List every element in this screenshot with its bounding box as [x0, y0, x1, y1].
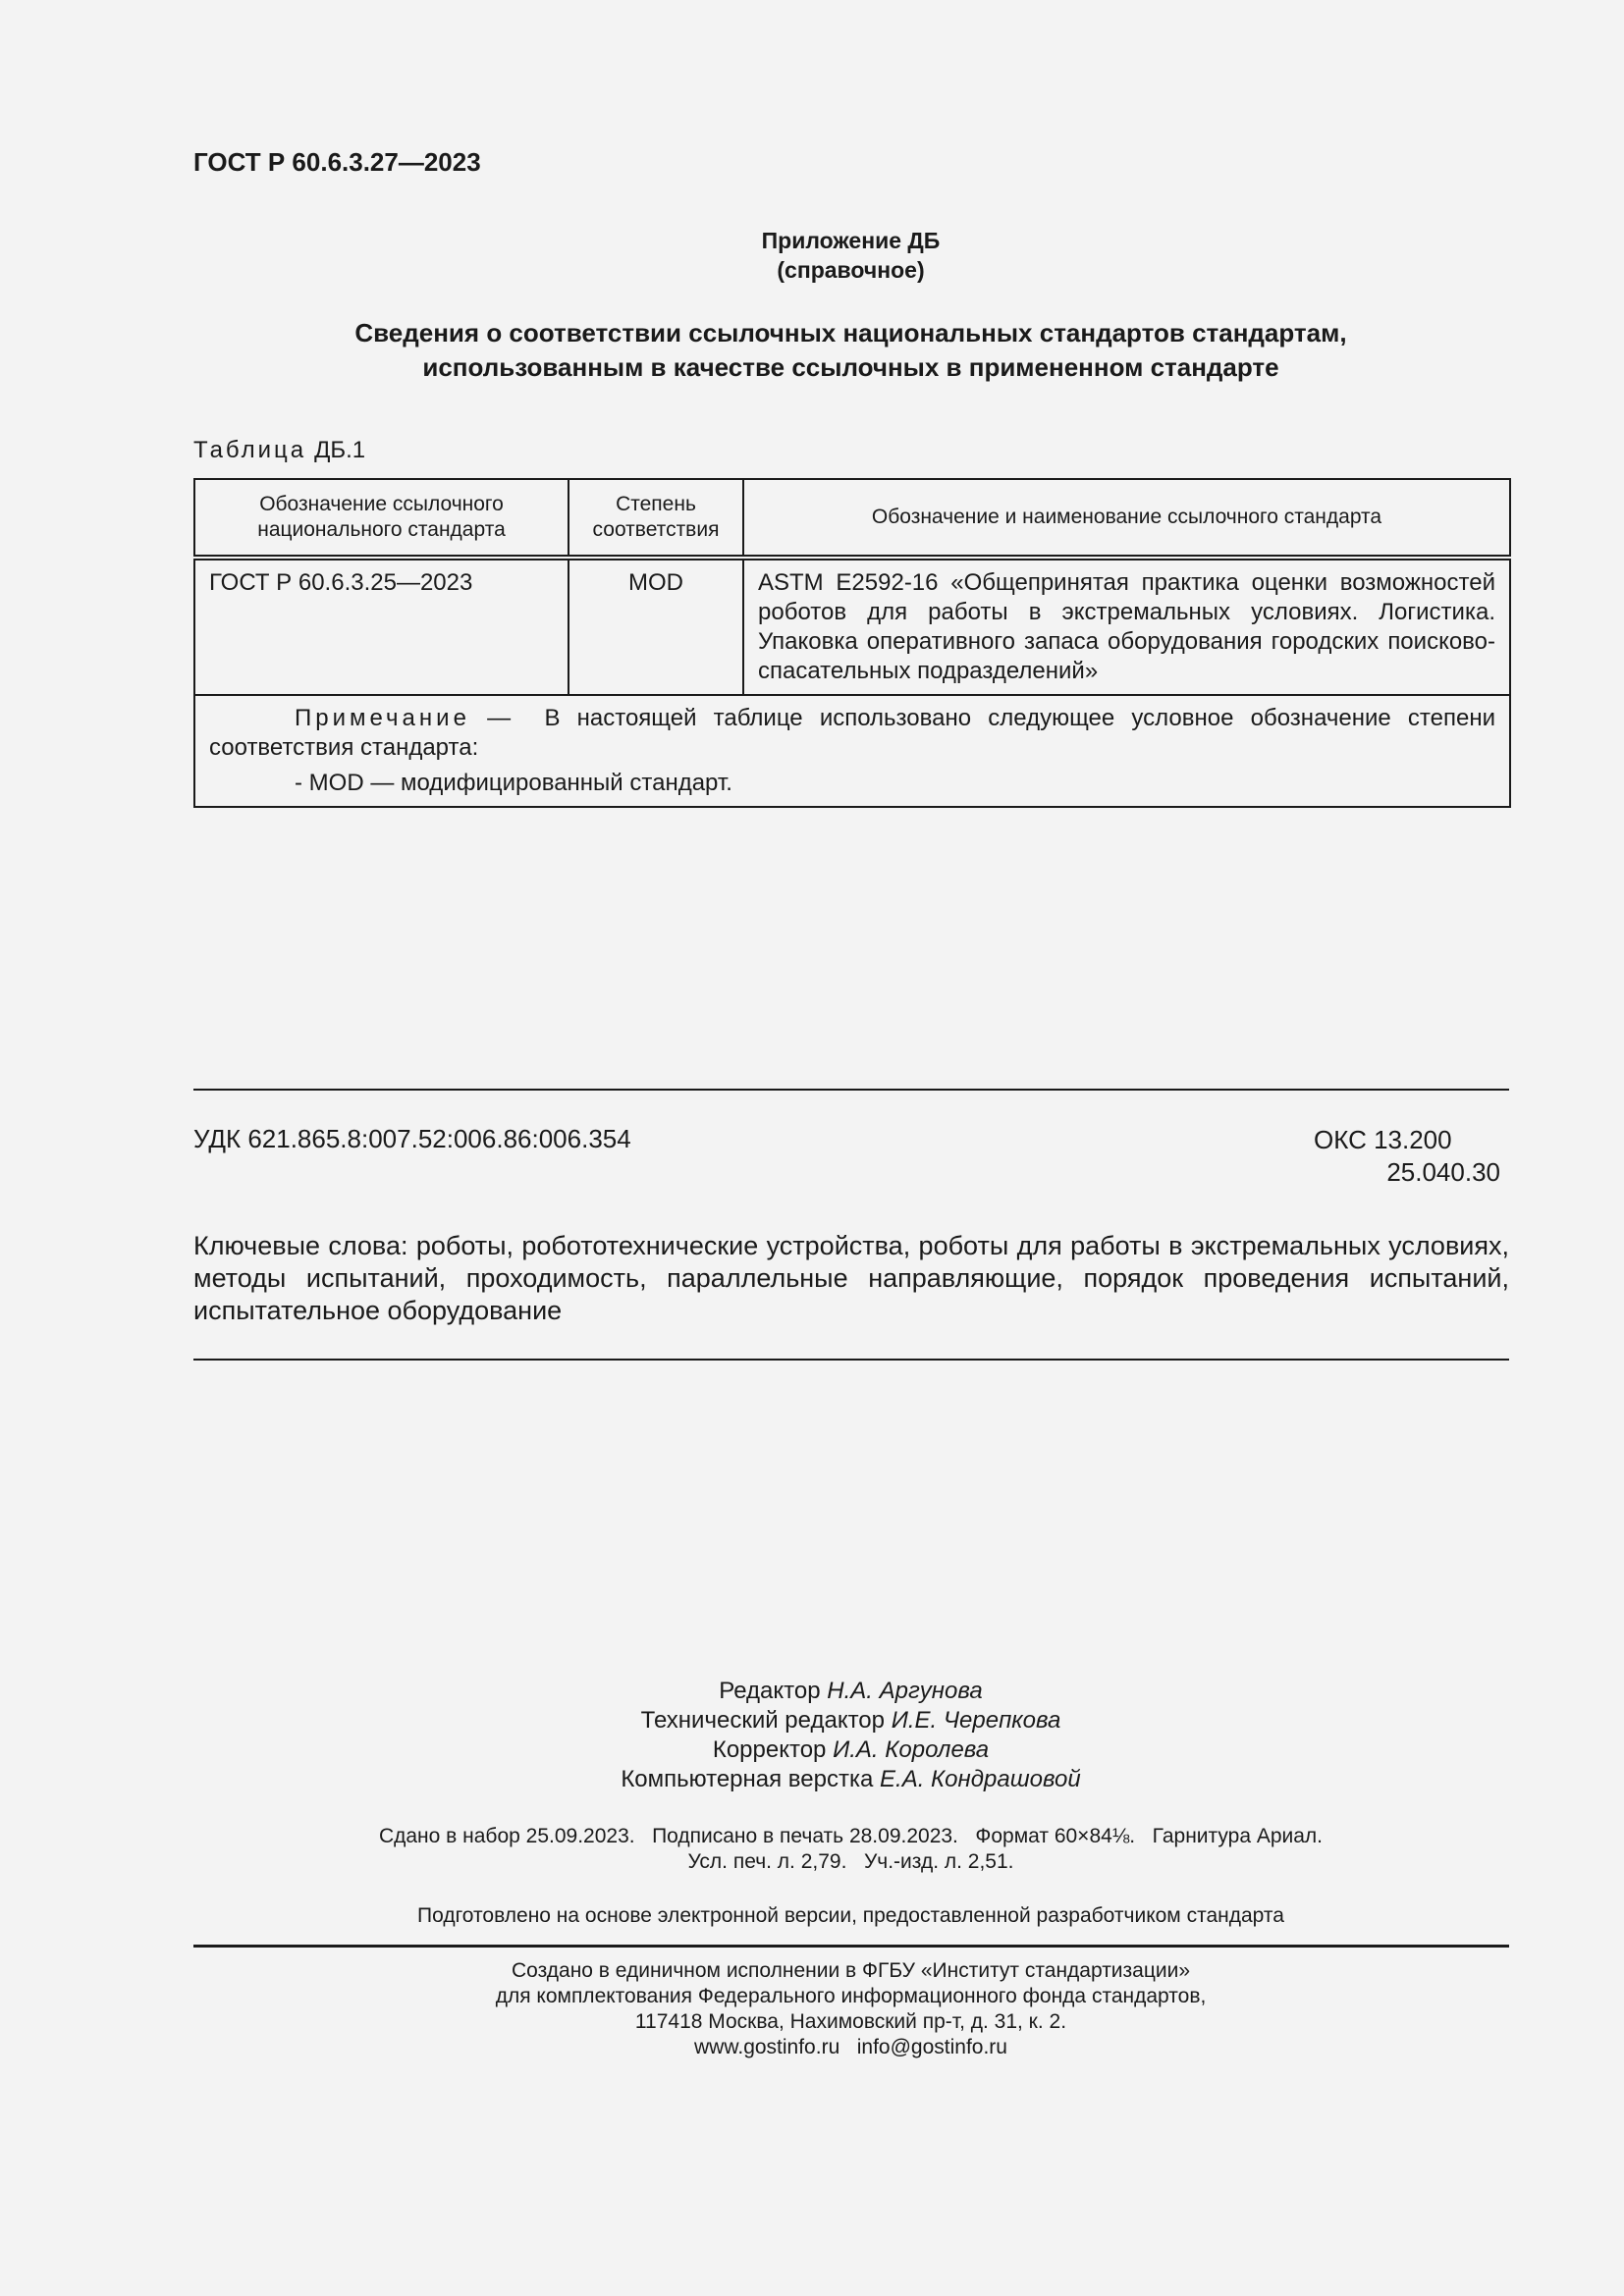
credit-layout: Компьютерная верстка Е.А. Кондрашовой	[621, 1766, 1081, 1792]
table-header-row	[194, 479, 1510, 558]
publisher-line-2: для комплектования Федерального информационного фонда стандартов,	[495, 1985, 1207, 2007]
publisher-line-1: Создано в единичном исполнении в ФГБУ «Институт стандартизации»	[511, 1959, 1191, 1982]
divider-top	[193, 1089, 1509, 1091]
credit-editor: Редактор Н.А. Аргунова	[719, 1678, 983, 1704]
oks-code-1: ОКС 13.200	[1314, 1125, 1452, 1154]
imprint-line-1: Сдано в набор 25.09.2023. Подписано в печать 28.09.2023. Формат 60×84⅛. Гарнитура Ариал.	[378, 1825, 1324, 1847]
credit-technical-editor: Технический редактор И.Е. Черепкова	[640, 1707, 1061, 1734]
header-reference-standard: Обозначение и наименование ссылочного стандарта	[743, 479, 1510, 558]
publisher-links[interactable]: www.gostinfo.ru info@gostinfo.ru	[694, 2036, 1007, 2058]
section-heading	[193, 316, 1508, 385]
table-note-row	[194, 695, 1510, 807]
cell-national-standard: ГОСТ Р 60.6.3.25—2023	[194, 558, 568, 695]
imprint-block	[193, 1824, 1508, 1875]
divider-keywords	[193, 1359, 1509, 1361]
heading-line-1: Сведения о соответствии ссылочных национальных стандартов стандартам,	[354, 318, 1347, 347]
keywords: Ключевые слова: роботы, робототехнические устройства, роботы для работы в экстремальных условиях, методы испытаний, проходимость, параллельные направляющие, порядок проведения испытаний, испытательное оборудование	[193, 1231, 1509, 1325]
note-label: Примечание	[295, 705, 470, 731]
reference-standards-table	[193, 478, 1511, 808]
header-national-standard: Обозначение ссылочного национального стандарта	[194, 479, 568, 558]
oks-codes	[1314, 1124, 1500, 1189]
header-degree: Степень соответствия	[568, 479, 743, 558]
note-body: В настоящей таблице использовано следующее условное обозначение степени соответствия стандарта:	[209, 705, 1495, 761]
document-code: ГОСТ Р 60.6.3.27—2023	[193, 147, 481, 177]
publisher-block	[193, 1958, 1508, 2060]
imprint-line-2: Усл. печ. л. 2,79. Уч.-изд. л. 2,51.	[687, 1850, 1014, 1873]
prepared-note: Подготовлено на основе электронной версии, предоставленной разработчиком стандарта	[417, 1904, 1284, 1927]
note-dash: —	[487, 705, 512, 731]
cell-reference-standard: ASTM E2592-16 «Общепринятая практика оценки возможностей роботов для работы в экстремальных условиях. Логистика. Упаковка оперативного запаса оборудования городских поисково-спасательных подразделений»	[743, 558, 1510, 695]
heading-line-2: использованным в качестве ссылочных в примененном стандарте	[422, 352, 1279, 382]
publisher-line-3: 117418 Москва, Нахимовский пр-т, д. 31, к. 2.	[634, 2010, 1067, 2033]
table-caption-word: Таблица	[193, 437, 307, 463]
table-note	[194, 695, 1510, 807]
credits-block	[193, 1677, 1508, 1794]
cell-degree: MOD	[568, 558, 743, 695]
note-text	[209, 704, 1495, 763]
annex-title-block	[193, 226, 1508, 285]
annex-title: Приложение ДБ	[761, 228, 941, 253]
divider-footer	[193, 1945, 1509, 1948]
table-row	[194, 558, 1510, 695]
annex-subtitle: (справочное)	[777, 257, 925, 283]
note-list-item: - MOD — модифицированный стандарт.	[295, 770, 732, 796]
credit-proofreader: Корректор И.А. Королева	[712, 1736, 990, 1763]
table-caption-number: ДБ.1	[314, 437, 366, 463]
table-caption	[193, 437, 365, 464]
udk-code: УДК 621.865.8:007.52:006.86:006.354	[193, 1124, 631, 1153]
oks-code-2: 25.040.30	[1386, 1157, 1500, 1187]
